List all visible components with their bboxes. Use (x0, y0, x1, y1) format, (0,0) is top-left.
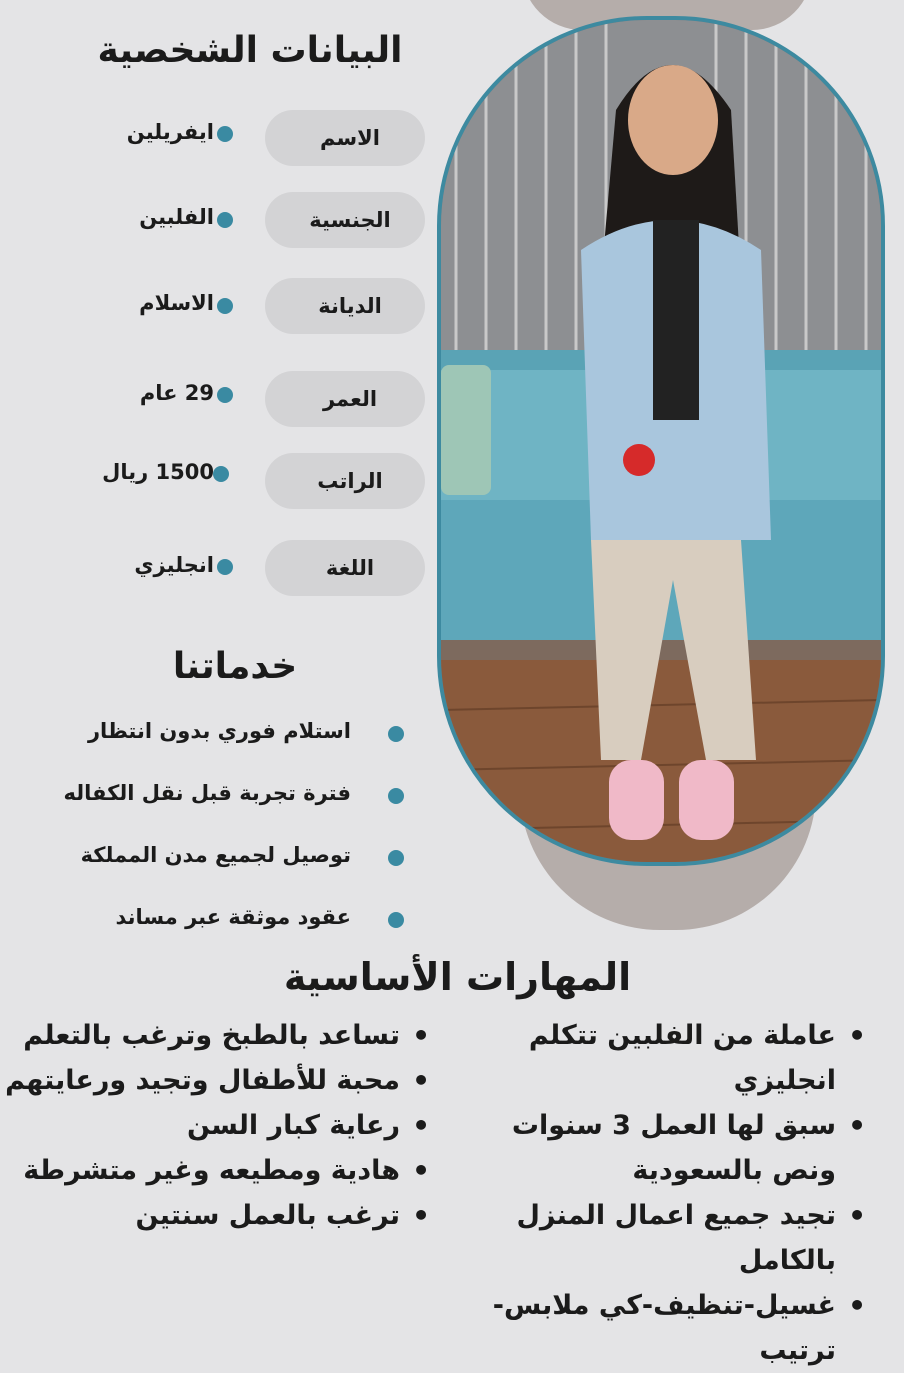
name-label: الاسم (265, 110, 425, 166)
bullet-icon (388, 912, 404, 928)
service-item: توصيل لجميع مدن المملكة (80, 843, 351, 867)
skill-item: • هادية ومطيعه وغير متشرطة (4, 1148, 434, 1193)
personal-info-title: البيانات الشخصية (97, 30, 403, 71)
bullet-icon (388, 850, 404, 866)
services-title: خدماتنا (172, 646, 298, 687)
skill-item: • سبق لها العمل 3 سنوات ونص بالسعودية (450, 1103, 870, 1193)
nationality-value: الفلبين (139, 205, 214, 229)
skill-item: • تجيد جميع اعمال المنزل بالكامل (450, 1193, 870, 1283)
language-value: انجليزي (134, 553, 214, 577)
bullet-icon (217, 212, 233, 228)
age-label: العمر (265, 371, 425, 427)
skill-item: • رعاية كبار السن (4, 1103, 434, 1148)
skill-item: • غسيل-تنظيف-كي ملابس-ترتيب (450, 1283, 870, 1373)
skill-item: • تساعد بالطبخ وترغب بالتعلم (4, 1013, 434, 1058)
skills-list-right (450, 1013, 870, 1373)
service-item: عقود موثقة عبر مساند (115, 905, 351, 929)
bullet-icon (388, 788, 404, 804)
religion-value: الاسلام (139, 291, 214, 315)
bullet-icon (217, 559, 233, 575)
service-item: فترة تجربة قبل نقل الكفاله (63, 781, 351, 805)
bullet-icon (388, 726, 404, 742)
bullet-icon (217, 298, 233, 314)
language-label: اللغة (265, 540, 425, 596)
bullet-icon (217, 126, 233, 142)
bullet-icon (217, 387, 233, 403)
worker-photo (437, 16, 885, 866)
skill-item: • محبة للأطفال وتجيد ورعايتهم (4, 1058, 434, 1103)
salary-value: 1500 ريال (102, 460, 214, 484)
religion-label: الديانة (265, 278, 425, 334)
salary-label: الراتب (265, 453, 425, 509)
age-value: 29 عام (139, 381, 214, 405)
skills-list-left (4, 1013, 434, 1238)
nationality-label: الجنسية (265, 192, 425, 248)
bullet-icon (213, 466, 229, 482)
service-item: استلام فوري بدون انتظار (87, 719, 351, 743)
skill-item: • ترغب بالعمل سنتين (4, 1193, 434, 1238)
skills-title: المهارات الأساسية (283, 955, 632, 999)
name-value: ايفريلين (126, 120, 214, 144)
skill-item: • عاملة من الفلبين تتكلم انجليزي (450, 1013, 870, 1103)
